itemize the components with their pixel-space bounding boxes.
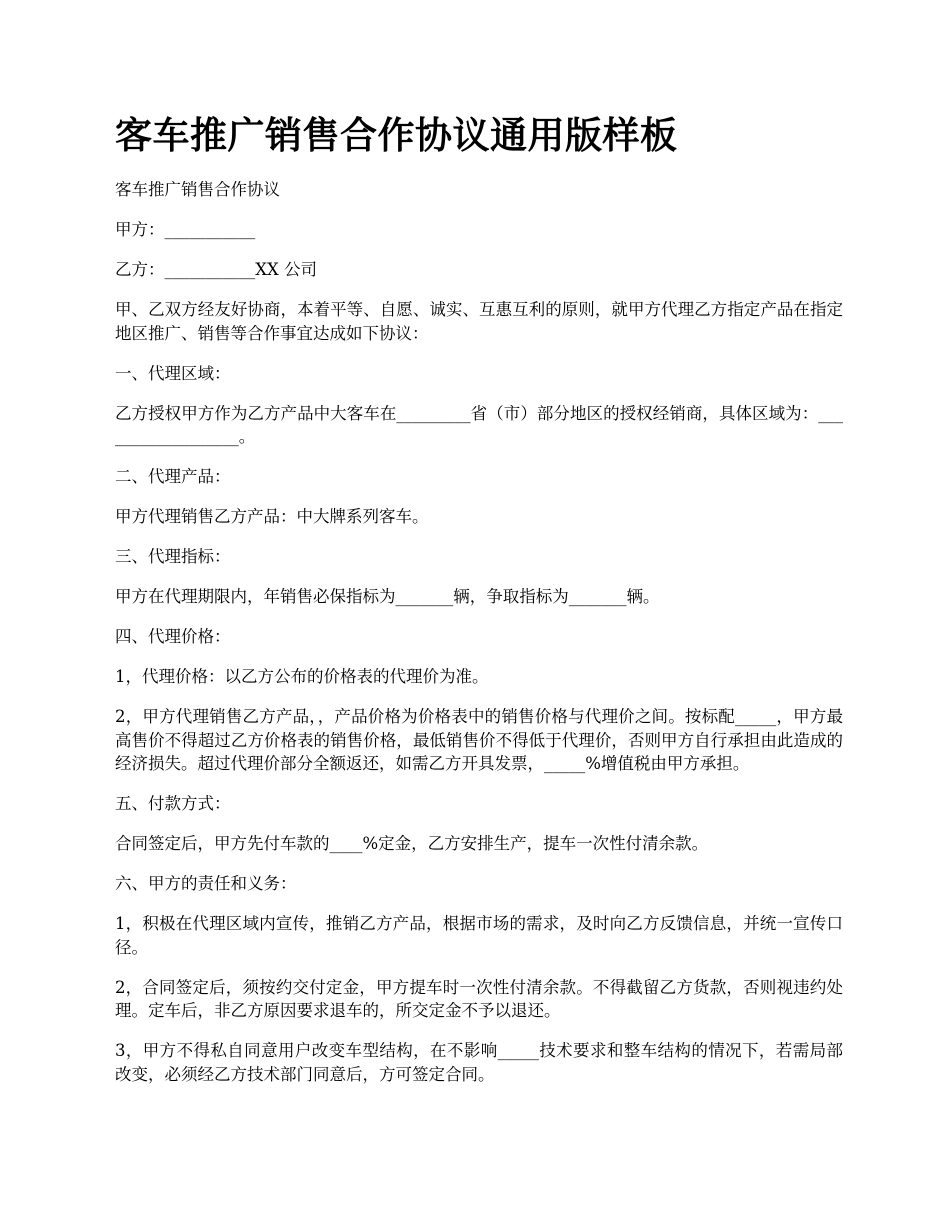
agency-price-clause-1: 1，代理价格：以乙方公布的价格表的代理价为准。: [115, 667, 489, 686]
party-b-line: 乙方：___________XX 公司: [115, 260, 317, 279]
section-heading-agency-price: 四、代理价格：: [115, 627, 231, 646]
section-heading-agency-products: 二、代理产品：: [115, 467, 231, 486]
agency-products-paragraph: 甲方代理销售乙方产品：中大牌系列客车。: [115, 507, 429, 526]
party-a-duty-3: 3，甲方不得私自同意用户改变车型结构，在不影响_____技术要求和整车结构的情况下，若需局部改变，必须经乙方技术部门同意后，方可签定合同。: [115, 1041, 843, 1084]
section-heading-agency-area: 一、代理区域：: [115, 363, 231, 383]
party-a-duty-1: 1，积极在代理区域内宣传，推销乙方产品，根据市场的需求，及时向乙方反馈信息，并统一宣传口径。: [115, 914, 843, 957]
subtitle-paragraph: 客车推广销售合作协议: [115, 180, 280, 199]
document-page: [115, 112, 843, 1103]
party-a-duty-2: 2，合同签定后，须按约交付定金，甲方提车时一次性付清余款。不得截留乙方货款，否则视违约处理。定车后，非乙方原因要求退车的，所交定金不予以退还。: [115, 977, 843, 1020]
agency-price-clause-2: 2，甲方代理销售乙方产品，，产品价格为价格表中的销售价格与代理价之间。按标配_____，甲方最高售价不得超过乙方价格表的销售价格，最低销售价不得低于代理价，否则甲方自行承担由此造成的经济损失。超过代理价部分全额返还，如需乙方开具发票，_____%增值税由甲方承担。: [115, 707, 843, 773]
document-title: 客车推广销售合作协议通用版样板: [115, 114, 678, 157]
section-heading-agency-targets: 三、代理指标：: [115, 547, 231, 566]
section-heading-payment: 五、付款方式：: [115, 794, 231, 813]
agency-area-paragraph: 乙方授权甲方作为乙方产品中大客车在_________省（市）部分地区的授权经销商，具体区域为：__________________。: [115, 403, 843, 446]
party-a-line: 甲方：___________: [115, 220, 256, 239]
section-heading-party-a-duties: 六、甲方的责任和义务：: [115, 874, 297, 893]
payment-paragraph: 合同签定后，甲方先付车款的____%定金，乙方安排生产，提车一次性付清余款。: [115, 834, 709, 853]
agency-targets-paragraph: 甲方在代理期限内，年销售必保指标为_______辆，争取指标为_______辆。: [115, 587, 660, 606]
preamble-paragraph: 甲、乙双方经友好协商，本着平等、自愿、诚实、互惠互利的原则，就甲方代理乙方指定产品在指定地区推广、销售等合作事宜达成如下协议：: [115, 300, 843, 343]
